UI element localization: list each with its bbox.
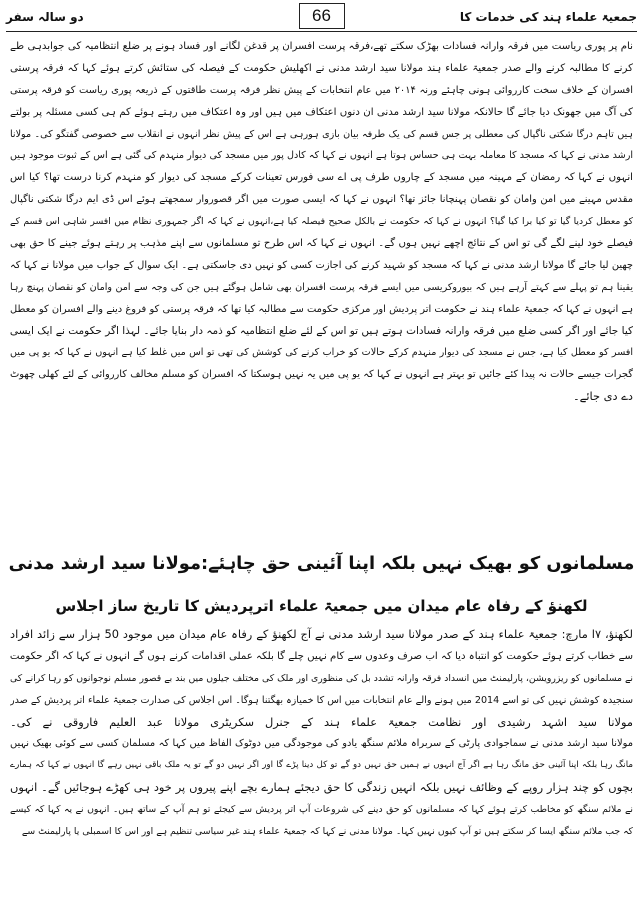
text-line: افسران کے خلاف سخت کارروائی ہونی چاہئے ورنہ ۲۰۱۴ میں عام انتخابات کے پیش نظر فرقہ پرست طاقتوں کے ذریعہ پوری ریاست کو فرقہ پرستی <box>10 84 633 96</box>
running-title-left: دو سالہ سفر <box>6 10 84 24</box>
text-line: مانگ رہا بلکہ اپنا آئینی حق مانگ رہا ہے اگر آج انہوں نے ہمیں حق نہیں دو گے تو کل دینا پڑے گا اور اگر نہیں دو گے تو یہ ملک باقی نہیں رہے گا انہوں نے کہا کہ ہمارے <box>10 760 633 771</box>
article-2-subheadline: لکھنؤ کے رفاہ عام میدان میں جمعیۃ علماء اترپردیش کا تاریخ ساز اجلاس <box>55 597 588 615</box>
text-line: نے مسلمانوں کو ریزرویشن، پارلیمنٹ میں انسداد فرقہ وارانہ تشدد بل کی منظوری اور ملک کی مختلف جیلوں میں بند بے قصور مسلم نوجوانوں کو رہا کرانے کی <box>10 672 633 684</box>
page-number-box: 66 <box>299 3 345 29</box>
text-line: ہے انہوں نے کہا کہ جمعیۃ علماء ہند نے حکومت اتر پردیش اور مرکزی حکومت سے مطالبہ کیا تھا کہ فرقہ پرستی کو فروغ دینے والے افسران کو معطل <box>10 303 633 315</box>
text-line: چھین لیا جائے گا مولانا ارشد مدنی نے کہا کہ مسجد کو شہید کرنے کی اجازت کسی کو نہیں دی جاسکتی ہے۔ ایک سوال کے جواب میں مولانا نے کہا کہ <box>10 259 633 271</box>
text-line: گجرات جیسے حالات نہ پیدا کئے جائیں تو بہتر ہے انہوں نے کہا کہ یو پی میں یہ نہیں ہوسکتا کہ افسران کو مسلم مخالف کارروائی کے لئے کھلی چھوٹ <box>10 369 633 381</box>
article-2-headline: مسلمانوں کو بھیک نہیں بلکہ اپنا آئینی حق چاہئے:مولانا سید ارشد مدنی <box>8 553 635 574</box>
header-rule <box>6 31 637 32</box>
article-1-body <box>10 36 633 530</box>
text-line: سنجیدہ کوشش نہیں کی تو اسے 2014 میں ہونے والے عام انتخابات میں اس کا خمیازہ بھگتنا ہوگا۔ اس اجلاس کی صدارت جمعیۃ علماء اتر پردیش کے صدر <box>10 694 633 706</box>
text-line: کیا جائے اور اگر کسی ضلع میں فرقہ وارانہ فسادات ہوتے ہیں تو اس کے لئے ضلع انتظامیہ کو ذمہ دار بنایا جائے۔ لہذا اگر حکومت نے ایک ایسی <box>10 324 633 337</box>
text-line: ہیں تاہم درگا شکتی ناگپال کی معطلی پر جس قسم کی یک طرفہ بیان بازی ہورہی ہے اس کے پیش نظر انہوں نے انقلاب سے خصوصی گفتگو کی۔ مولانا <box>10 128 633 140</box>
text-line: دے دی جائے۔ <box>572 389 633 404</box>
text-line: نام پر پوری ریاست میں فرقہ وارانہ فسادات بھڑک سکتے تھے،فرقہ پرست افسران پر قدغن لگانے اور فساد ہونے پر ضلع انتظامیہ کی جوابدہی طے <box>10 41 633 52</box>
text-line: ارشد مدنی نے کہا کہ مسجد کا معاملہ بہت ہی حساس ہوتا ہے انہوں نے کہا کہ کادل پور میں مسجد کی دیوار منہدم کی گئی ہے اس کے ثبوت موجود ہیں <box>10 150 633 162</box>
text-line: فیصلے خود لینے لگے گی تو اس کے نتائج اچھے نہیں ہوں گے۔ انہوں نے کہا کہ اس طرح تو مسلمانوں سے اپنے مذہب پر رہتے ہوئے جینے کا حق بھی <box>10 238 633 250</box>
text-line: مولانا سید اشہد رشیدی اور نظامت جمعیۃ علماء ہند کے جنرل سکریٹری مولانا عبد العلیم فاروقی نے کی۔ <box>10 714 633 729</box>
text-line: سے خطاب کرتے ہوئے حکومت کو انتباہ دیا کہ اب صرف وعدوں سے کام نہیں چلے گا بلکہ عملی اقدامات کرنے ہوں گے انہوں نے کہا کہ اگر حکومت <box>10 650 633 662</box>
text-line: مولانا سید ارشد مدنی نے سماجوادی پارٹی کے سربراہ ملائم سنگھ یادو کی موجودگی میں دوٹوک الفاظ میں کہا کہ مسلمان کسی سے کوئی بھیک نہیں <box>10 738 633 750</box>
text-line: انہوں نے کہا کہ رمضان کے مہینہ میں مسجد کے چاروں طرف پی اے سی فورس تعینات کرکے مسجد کی دیوار کو منہدم کرنا درست تھا؟ کیا اس <box>10 172 633 184</box>
text-line: مقدس مہینے میں امن وامان کو نقصان پہنچانا جائز تھا؟ انہوں نے کہا کہ ایسی صورت میں اگر قصوروار سمجھتے ہوئے اس ڈی ایم درگا شکتی ناگپال <box>10 194 633 206</box>
text-line: کرنے کا مطالبہ کرنے والے صدر جمعیۃ علماء ہند مولانا سید ارشد مدنی نے اکھلیش حکومت کے فیصلہ کی ستائش کرتے ہوئے کہا کہ فرقہ پرستی <box>10 62 633 74</box>
text-line: کو معطل کردیا گیا تو کیا برا کیا گیا؟ انہوں نے کہا کہ حکومت نے بالکل صحیح فیصلہ کیا ہے،انہوں نے کہا کہ اگر جمہوری نظام میں افسر شاہی اس قسم کے <box>10 216 633 228</box>
text-line: کی آگ میں جھونک دیا جائے گا حالانکہ مولانا سید ارشد مدنی ان دنوں اعتکاف میں ہیں اور وہ اعتکاف میں رہتے ہوئے کم ہی کسی مسئلہ پر بولتے <box>10 106 633 118</box>
running-title-right: جمعیۃ علماء ہند کی خدمات کا <box>459 10 637 24</box>
text-line: لکھنؤ، ۷ا مارچ: جمعیۃ علماء ہند کے صدر مولانا سید ارشد مدنی نے آج لکھنؤ کے رفاہ عام میدان میں موجود 50 ہزار سے زائد افراد <box>10 627 633 641</box>
text-line: بچوں کو چند ہزار روپے کے وظائف نہیں بلکہ انہیں زندگی کا حق دیجئے ہمارے بچے اپنے پیروں پر خود ہی کھڑے ہوجائیں گے۔ انہوں <box>10 780 633 795</box>
text-line: یقینا ہم تو پہلے سے کہتے آرہے ہیں کہ بیوروکریسی میں ایسے فرقہ پرست افسران بھی شامل ہوگئے ہیں جن کی وجہ سے امن وامان کو نقصان پہنچ رہا <box>10 281 633 293</box>
text-line: کہ جب ملائم سنگھ ایسا کر سکتے ہیں تو آپ کیوں نہیں کہا۔ مولانا مدنی نے کہا کہ جمعیۃ علماء ہند غیر سیاسی تنظیم ہے اور اس کا اسمبلی یا پارلیمنٹ سے <box>21 826 633 838</box>
article-2-body <box>10 624 633 906</box>
text-line: افسر کو معطل کیا ہے، جس نے مسجد کی دیوار منہدم کرکے حالات کو خراب کرنے کی کوشش کی تھی تو اس میں غلط کیا ہے انہوں نے کہا کہ یو پی میں <box>10 347 633 359</box>
page-header <box>6 3 637 31</box>
text-line: نے ملائم سنگھ کو مخاطب کرتے ہوئے کہا کہ مسلمانوں کو حق دینے کی شروعات آپ اتر پردیش سے کیجئے تو ہم آپ کے ساتھ ہیں۔ انہوں نے یہ کہا کہ کیسے <box>10 804 633 816</box>
